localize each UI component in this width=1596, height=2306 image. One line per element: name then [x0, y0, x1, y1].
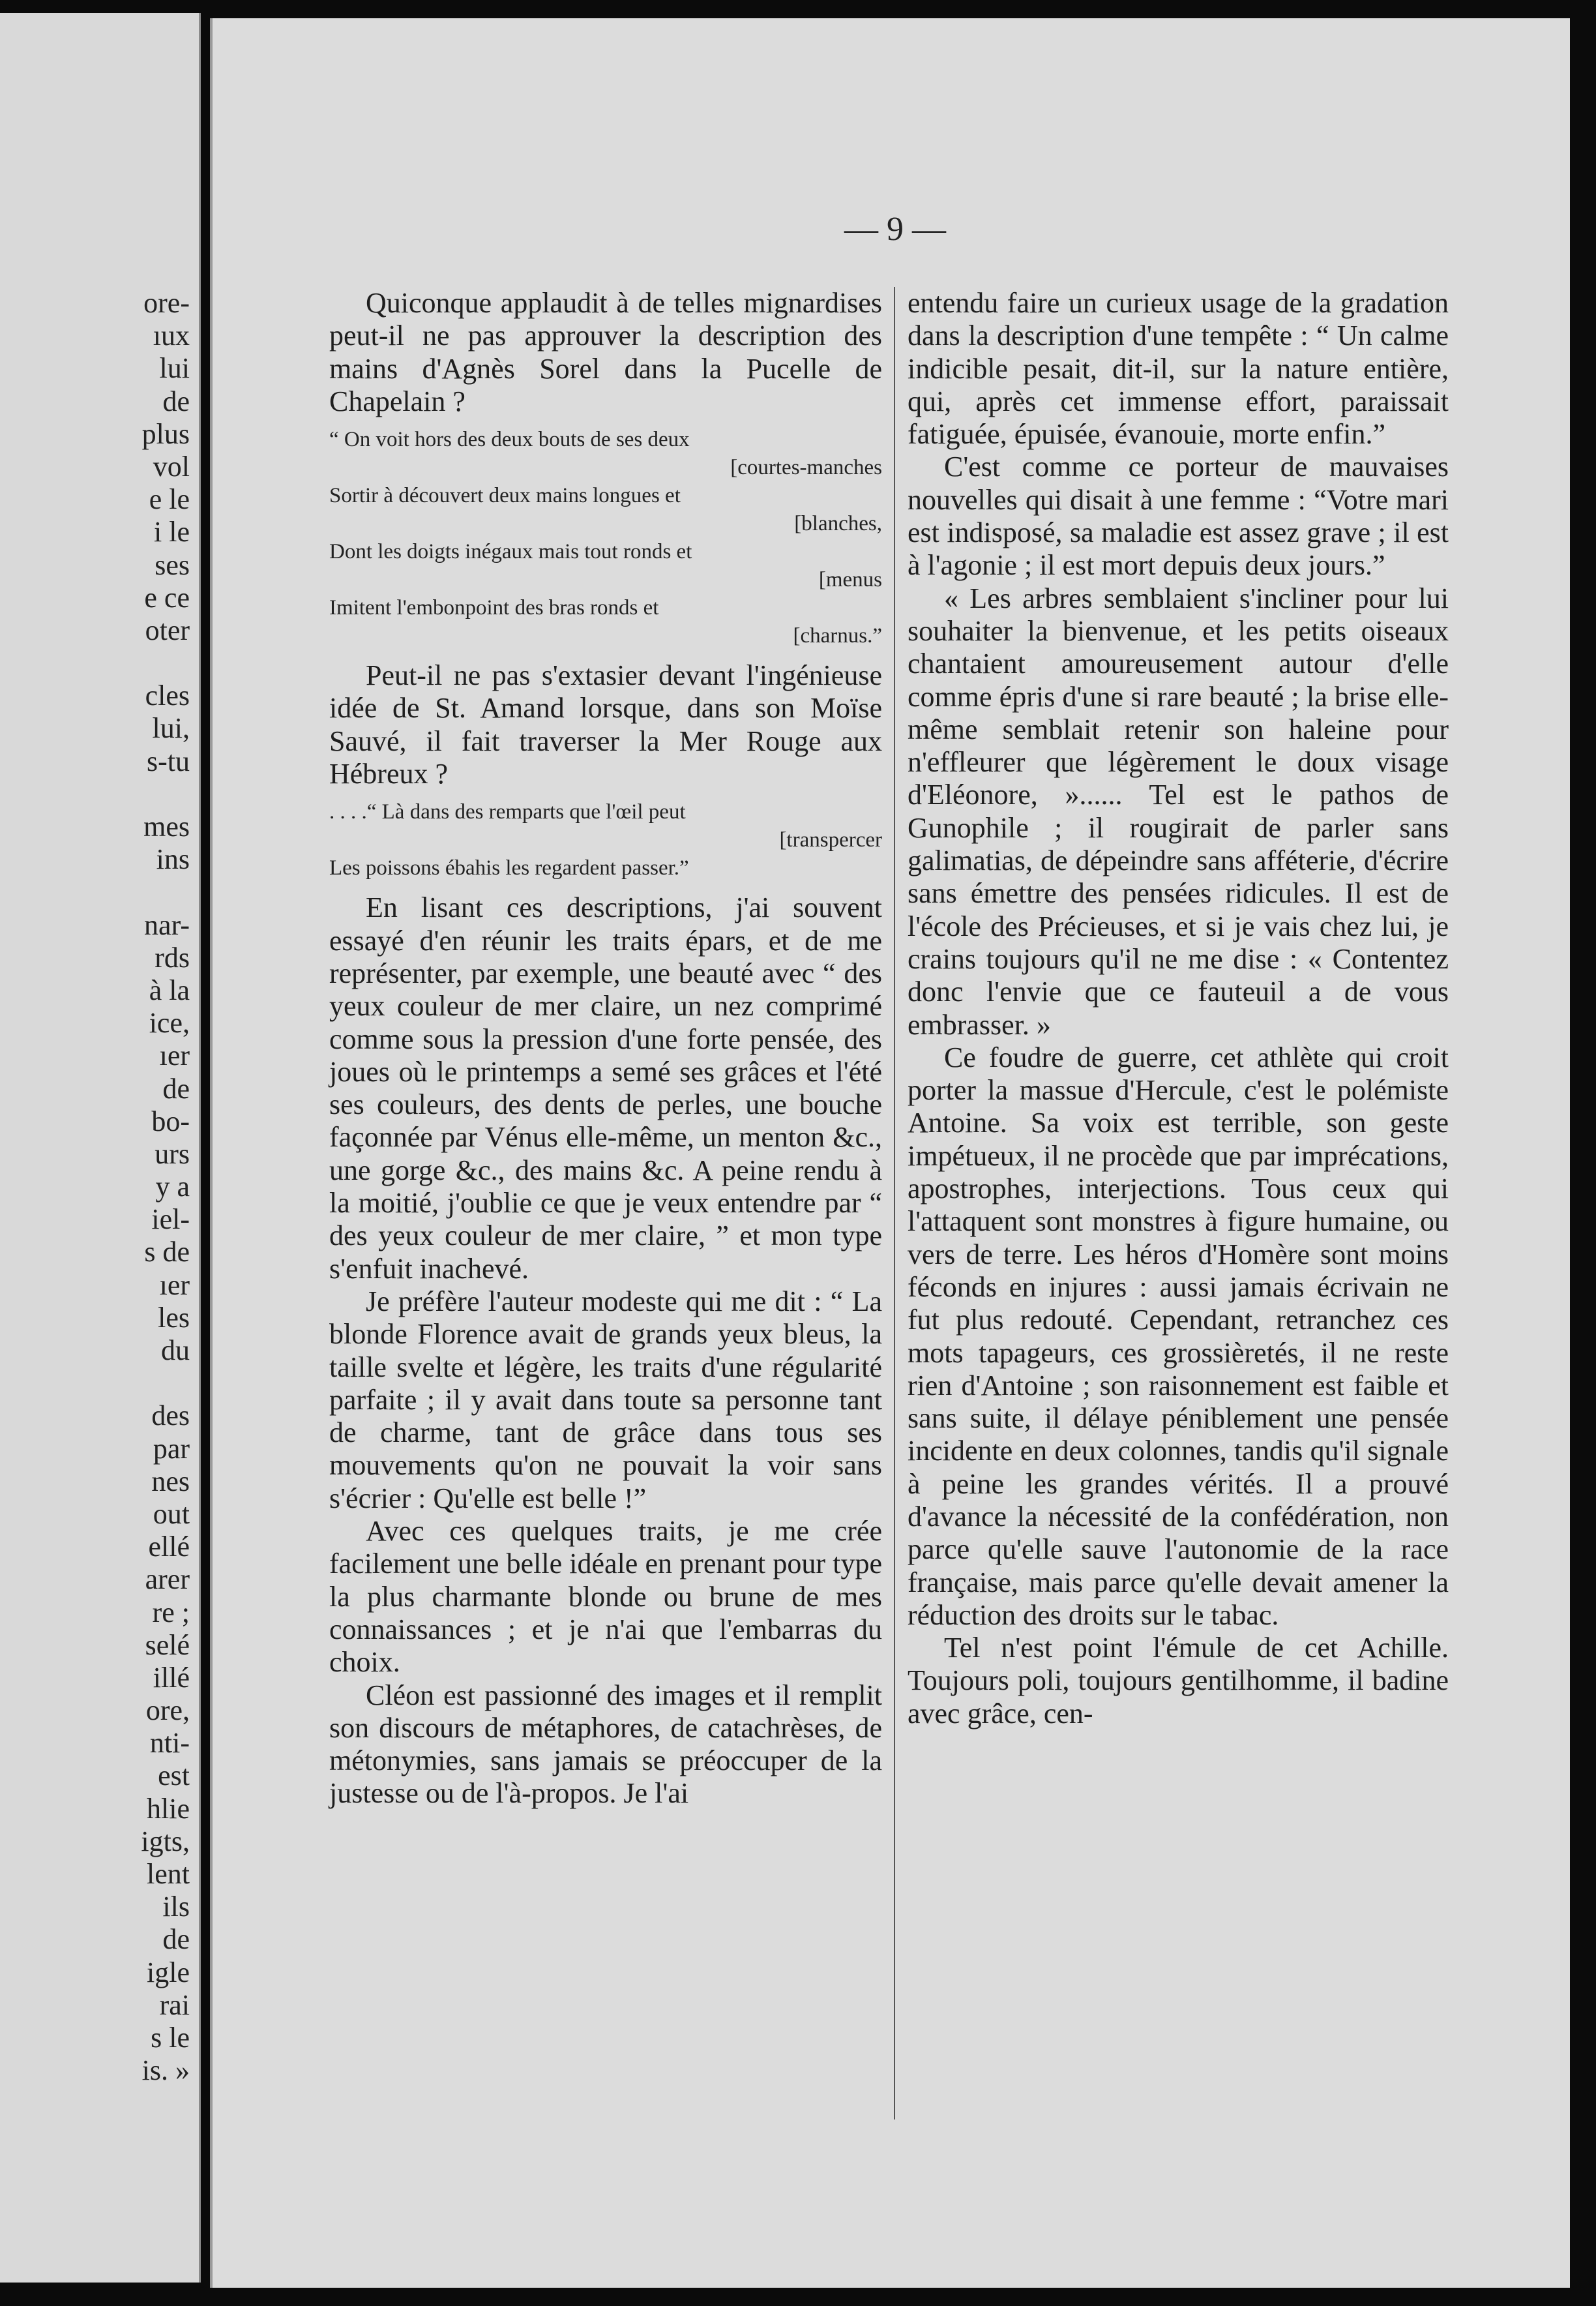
fragment-line: s de: [144, 1236, 190, 1268]
verse-line: Dont les doigts inégaux mais tout ronds et: [329, 540, 692, 564]
verse-line: [menus: [818, 568, 882, 592]
paragraph: Tel n'est point l'émule de cet Achille. Toujours poli, toujours gentilhomme, il badine avec grâce, cen-: [908, 1632, 1449, 1730]
fragment-line: igts,: [141, 1825, 190, 1857]
fragment-line: e ce: [144, 581, 190, 614]
fragment-line: mes: [143, 811, 190, 843]
fragment-line: par: [153, 1432, 190, 1465]
fragment-line: plus: [141, 417, 190, 450]
fragment-line: [7, 778, 190, 811]
fragment-line: cles: [145, 680, 190, 712]
fragment-line: [7, 647, 190, 680]
verse-line: . . . .“ Là dans des remparts que l'œil peut: [329, 800, 686, 824]
paragraph: En lisant ces descriptions, j'ai souvent essayé d'en réunir les traits épars, et de me représenter, par exemple, une beauté avec “ des yeux couleur de mer claire, un nez comprimé comme sous la pression d'une forte pensée, des joues où le printemps a semé ses grâces et l'été ses couleurs, des dents de perles, une bouche façonnée par Vénus elle-même, un menton &c., une gorge &c., des mains &c. A peine rendu à la moitié, j'oublie ce que je veux entendre par “ des yeux couleur de mer claire, ” et mon type s'enfuit inachevé.: [329, 891, 882, 1285]
fragment-line: i le: [154, 516, 190, 548]
verse-quote: [329, 798, 882, 882]
fragment-line: à la: [149, 974, 190, 1006]
verse-line: [transpercer: [779, 828, 882, 852]
verse-line: “ On voit hors des deux bouts de ses deux: [329, 428, 690, 452]
page-number: — 9 —: [844, 211, 946, 248]
verse-line: [blanches,: [794, 512, 882, 536]
fragment-line: selé: [145, 1628, 190, 1661]
paragraph: Peut-il ne pas s'extasier devant l'ingénieuse idée de St. Amand lorsque, dans son Moïse Sauvé, il fait traverser la Mer Rouge aux Hébreux ?: [329, 659, 882, 790]
fragment-line: is. »: [141, 2054, 190, 2087]
verse-line: Sortir à découvert deux mains longues et: [329, 484, 681, 508]
fragment-line: nes: [151, 1465, 190, 1497]
paragraph: Je préfère l'auteur modeste qui me dit : “ La blonde Florence avait de grands yeux bleus, la taille svelte et légère, les traits d'une régularité parfaite ; il y avait dans toute sa personne tant de charme, tant de grâce dans tous ses mouvements qu'on ne pouvait la voir sans s'écrier : Qu'elle est belle !”: [329, 1285, 882, 1514]
paragraph: entendu faire un curieux usage de la gradation dans la description d'une tempête : “ Un calme indicible pesait, dit-il, sur la nature entière, qui, après cet immense effort, paraissait fatiguée, épuisée, évanouie, morte enfin.”: [908, 287, 1449, 451]
fragment-line: ice,: [149, 1007, 190, 1040]
paragraph: Ce foudre de guerre, cet athlète qui croit porter la massue d'Hercule, c'est le polémiste Antoine. Sa voix est terrible, son geste impétueux, il ne procède que par imprécations, apostrophes, interjections. Tous ceux qui l'attaquent sont monstres à figure humaine, ou vers de terre. Les héros d'Homère sont moins féconds en injures : aussi jamais écrivain ne fut plus redouté. Cependant, retranchez ces mots tapageurs, ces grossièretés, il ne reste rien d'Antoine ; son raisonnement est faible et sans suite, il délaye péniblement une pensée incidente en deux colonnes, tandis qu'il signale à peine les grandes vérités. Il a prouvé d'avance la nécessité de la confédération, non parce qu'elle sauve l'autonomie de la race française, mais parce qu'elle devait amener la réduction des droits sur le tabac.: [908, 1041, 1449, 1631]
paragraph: Avec ces quelques traits, je me crée facilement une belle idéale en prenant pour type la plus charmante blonde ou brune de mes connaissances ; et je n'ai que l'embarras du choix.: [329, 1515, 882, 1679]
verse-quote: [329, 426, 882, 650]
fragment-line: s-tu: [147, 745, 190, 777]
fragment-line: rai: [159, 1988, 190, 2021]
verse-line: Les poissons ébahis les regardent passer.”: [329, 856, 689, 880]
fragment-line: lui: [159, 352, 190, 385]
fragment-line: de: [162, 1072, 190, 1105]
fragment-line: y a: [155, 1171, 190, 1203]
column-divider: [894, 287, 895, 2119]
verse-line: [courtes-manches: [730, 456, 882, 480]
fragment-line: out: [153, 1497, 190, 1530]
fragment-line: rds: [155, 941, 190, 974]
fragment-line: ıer: [159, 1268, 190, 1301]
fragment-line: ses: [155, 548, 190, 581]
verse-line: Imitent l'embonpoint des bras ronds et: [329, 596, 659, 620]
fragment-line: ore-: [143, 287, 190, 319]
verse-line: [charnus.”: [793, 624, 882, 648]
fragment-line: s le: [151, 2021, 190, 2054]
paragraph: « Les arbres semblaient s'incliner pour lui souhaiter la bienvenue, et les petits oiseaux chantaient amoureusement autour d'elle comme épris d'une si rare beauté ; la brise elle-même semblait retenir son haleine pour n'effleurer que légèrement le doux visage d'Eléonore, »...... Tel est le pathos de Gunophile ; il rougirait de parler sans galimatias, de dépeindre sans afféterie, d'écrire sans émettre des pensées ridicules. Il est de l'école des Précieuses, et si je vais chez lui, je crains toujours qu'il ne me dise : « Contentez donc l'envie que ce fauteuil a de vous embrasser. »: [908, 582, 1449, 1041]
fragment-line: de: [162, 1923, 190, 1956]
previous-page-edge: [0, 13, 201, 2283]
fragment-line: lui,: [152, 712, 190, 745]
paragraph: Quiconque applaudit à de telles mignardises peut-il ne pas approuver la description des mains d'Agnès Sorel dans la Pucelle de Chapelain ?: [329, 287, 882, 417]
right-column: [908, 287, 1449, 1730]
fragment-line: de: [162, 385, 190, 417]
fragment-line: des: [151, 1400, 190, 1432]
fragment-line: nti-: [149, 1727, 190, 1759]
fragment-line: re ;: [152, 1596, 190, 1628]
fragment-line: les: [158, 1301, 190, 1334]
fragment-line: [7, 1367, 190, 1400]
fragment-line: bo-: [151, 1105, 190, 1137]
fragment-line: vol: [153, 450, 190, 483]
fragment-line: ils: [162, 1891, 190, 1923]
fragment-line: illé: [153, 1661, 190, 1694]
fragment-line: iel-: [151, 1203, 190, 1236]
fragment-line: est: [158, 1759, 190, 1792]
fragment-line: nar-: [144, 908, 190, 941]
fragment-line: ıer: [159, 1040, 190, 1072]
paragraph: Cléon est passionné des images et il remplit son discours de métaphores, de catachrèses, de métonymies, sans jamais se préoccuper de la justesse ou de l'à-propos. Je l'ai: [329, 1679, 882, 1810]
fragment-line: ins: [156, 843, 190, 876]
fragment-line: hlie: [147, 1792, 190, 1825]
fragment-line: oter: [145, 614, 190, 646]
fragment-line: arer: [145, 1563, 190, 1596]
paragraph: C'est comme ce porteur de mauvaises nouvelles qui disait à une femme : “Votre mari est indisposé, sa maladie est assez grave ; il est à l'agonie ; il est mort depuis deux jours.”: [908, 451, 1449, 582]
fragment-line: [7, 876, 190, 908]
previous-page-text-fragments: [7, 287, 190, 2087]
fragment-line: ore,: [145, 1694, 190, 1727]
fragment-line: e le: [149, 483, 190, 516]
fragment-line: ellé: [148, 1531, 190, 1563]
left-column: [329, 287, 882, 1810]
fragment-line: du: [161, 1334, 190, 1366]
fragment-line: lent: [147, 1858, 190, 1890]
fragment-line: igle: [147, 1956, 190, 1988]
fragment-line: ıux: [153, 320, 190, 352]
fragment-line: urs: [155, 1137, 190, 1170]
